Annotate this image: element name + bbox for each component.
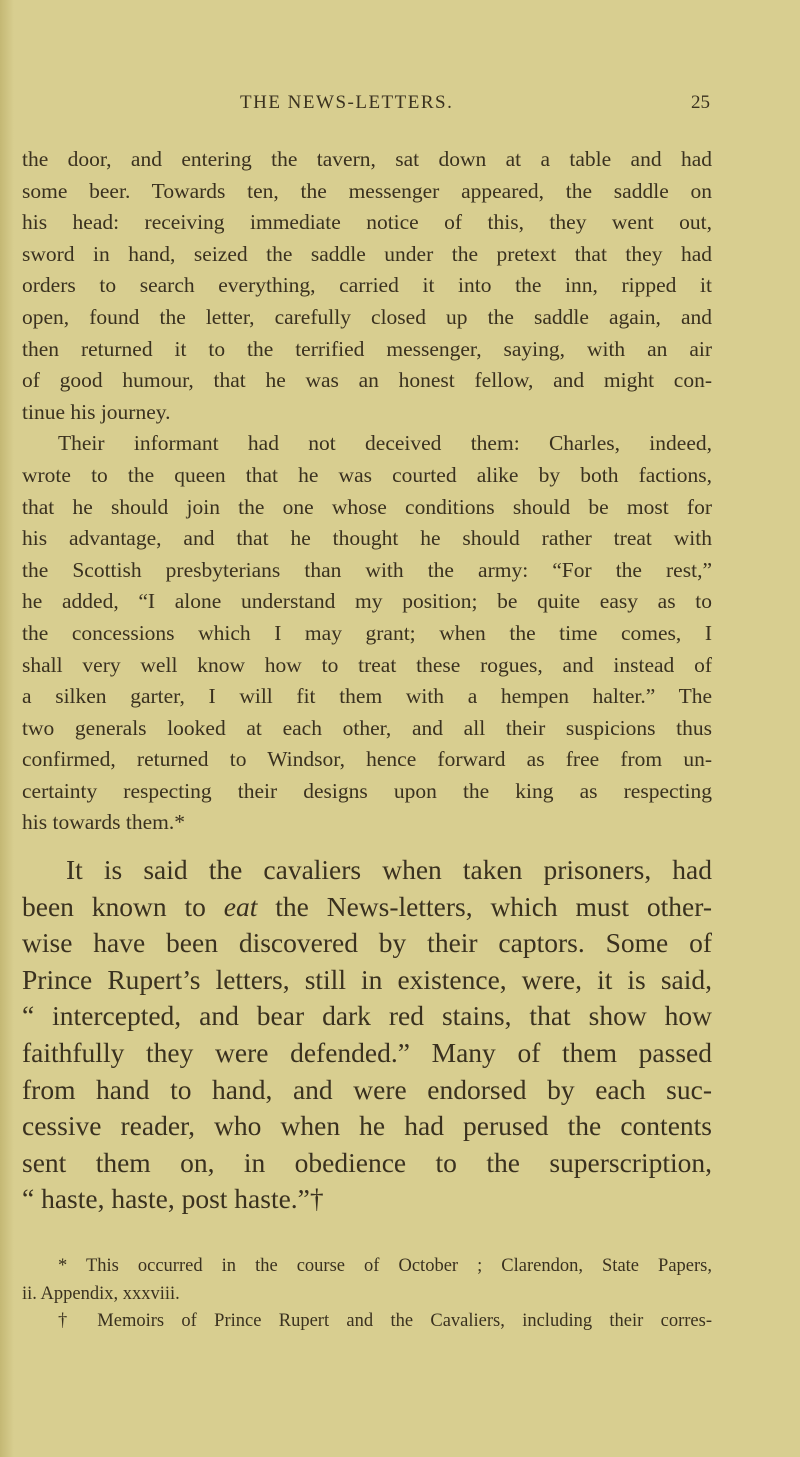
- body-line: the door, and entering the tavern, sat down at a table and had: [22, 147, 712, 171]
- body-line: tinue his journey.: [22, 399, 171, 424]
- running-title: THE NEWS-LETTERS.: [240, 92, 454, 113]
- paragraph-line: [22, 1035, 712, 1072]
- line-segment: Prince Rupert’s letters, still in existence, were, it is said,: [22, 963, 712, 995]
- body-line: a silken garter, I will fit them with a hempen halter.” The: [22, 684, 712, 709]
- body-line: wrote to the queen that he was courted alike by both factions,: [22, 462, 712, 487]
- body-line: of good humour, that he was an honest fellow, and might con-: [22, 368, 712, 393]
- body-line: his towards them.*: [22, 810, 186, 835]
- body-line: Their informant had not deceived them: Charles, indeed,: [58, 431, 712, 456]
- body-line: two generals looked at each other, and all their suspicions thus: [22, 715, 712, 740]
- line-segment: “ haste, haste, post haste.”†: [22, 1183, 324, 1215]
- body-line: his head: receiving immediate notice of this, they went out,: [22, 210, 712, 235]
- body-line: then returned it to the terrified messenger, saying, with an air: [22, 336, 712, 361]
- line-segment: cessive reader, who when he had perused the contents: [22, 1110, 712, 1142]
- body-line: open, found the letter, carefully closed up the saddle again, and: [22, 304, 712, 329]
- body-line: some beer. Towards ten, the messenger appeared, the saddle on: [22, 178, 712, 203]
- line-segment: the News-letters, which must other-: [257, 890, 712, 922]
- paragraph-line: [22, 1072, 712, 1109]
- paragraph-line: [22, 962, 712, 999]
- paragraph-line: [22, 998, 712, 1035]
- body-text: [22, 144, 712, 839]
- quoted-paragraph: [22, 852, 712, 1218]
- body-line: orders to search everything, carried it into the inn, ripped it: [22, 273, 712, 298]
- paragraph-line: [22, 925, 712, 962]
- line-segment: from hand to hand, and were endorsed by each suc-: [22, 1073, 712, 1105]
- footnote-line: ii. Appendix, xxxviii.: [22, 1283, 180, 1304]
- body-line: he added, “I alone understand my position; be quite easy as to: [22, 589, 712, 614]
- line-segment: been known to: [22, 890, 224, 922]
- paragraph-line: [22, 1145, 712, 1182]
- line-segment: “ intercepted, and bear dark red stains, that show how: [22, 1000, 712, 1032]
- page-header: [22, 92, 712, 120]
- line-segment: faithfully they were defended.” Many of them passed: [22, 1036, 712, 1068]
- page-number: 25: [691, 92, 710, 113]
- footnote-line: * This occurred in the course of October ; Clarendon, State Papers,: [58, 1256, 712, 1276]
- page-edge-shadow: [0, 0, 14, 1457]
- line-segment: wise have been discovered by their captors. Some of: [22, 927, 712, 959]
- body-line: shall very well know how to treat these rogues, and instead of: [22, 652, 712, 677]
- body-line: the Scottish presbyterians than with the army: “For the rest,”: [22, 557, 712, 582]
- body-line: confirmed, returned to Windsor, hence forward as free from un-: [22, 747, 712, 772]
- body-line: that he should join the one whose conditions should be most for: [22, 494, 712, 519]
- paragraph-line: [22, 1108, 712, 1145]
- footnotes: [22, 1253, 712, 1336]
- paragraph-line: [22, 1181, 712, 1218]
- paragraph-line: [22, 852, 712, 889]
- line-segment: It is said the cavaliers when taken prisoners, had: [66, 854, 712, 885]
- italic-word: eat: [223, 890, 258, 922]
- body-line: certainty respecting their designs upon the king as respecting: [22, 778, 712, 803]
- line-segment: sent them on, in obedience to the superscription,: [22, 1146, 712, 1178]
- paragraph-line: [22, 889, 712, 926]
- footnote-line: † Memoirs of Prince Rupert and the Cavaliers, including their corres-: [58, 1311, 712, 1331]
- body-line: his advantage, and that he thought he should rather treat with: [22, 526, 712, 551]
- body-line: the concessions which I may grant; when the time comes, I: [22, 620, 712, 645]
- body-line: sword in hand, seized the saddle under the pretext that they had: [22, 241, 712, 266]
